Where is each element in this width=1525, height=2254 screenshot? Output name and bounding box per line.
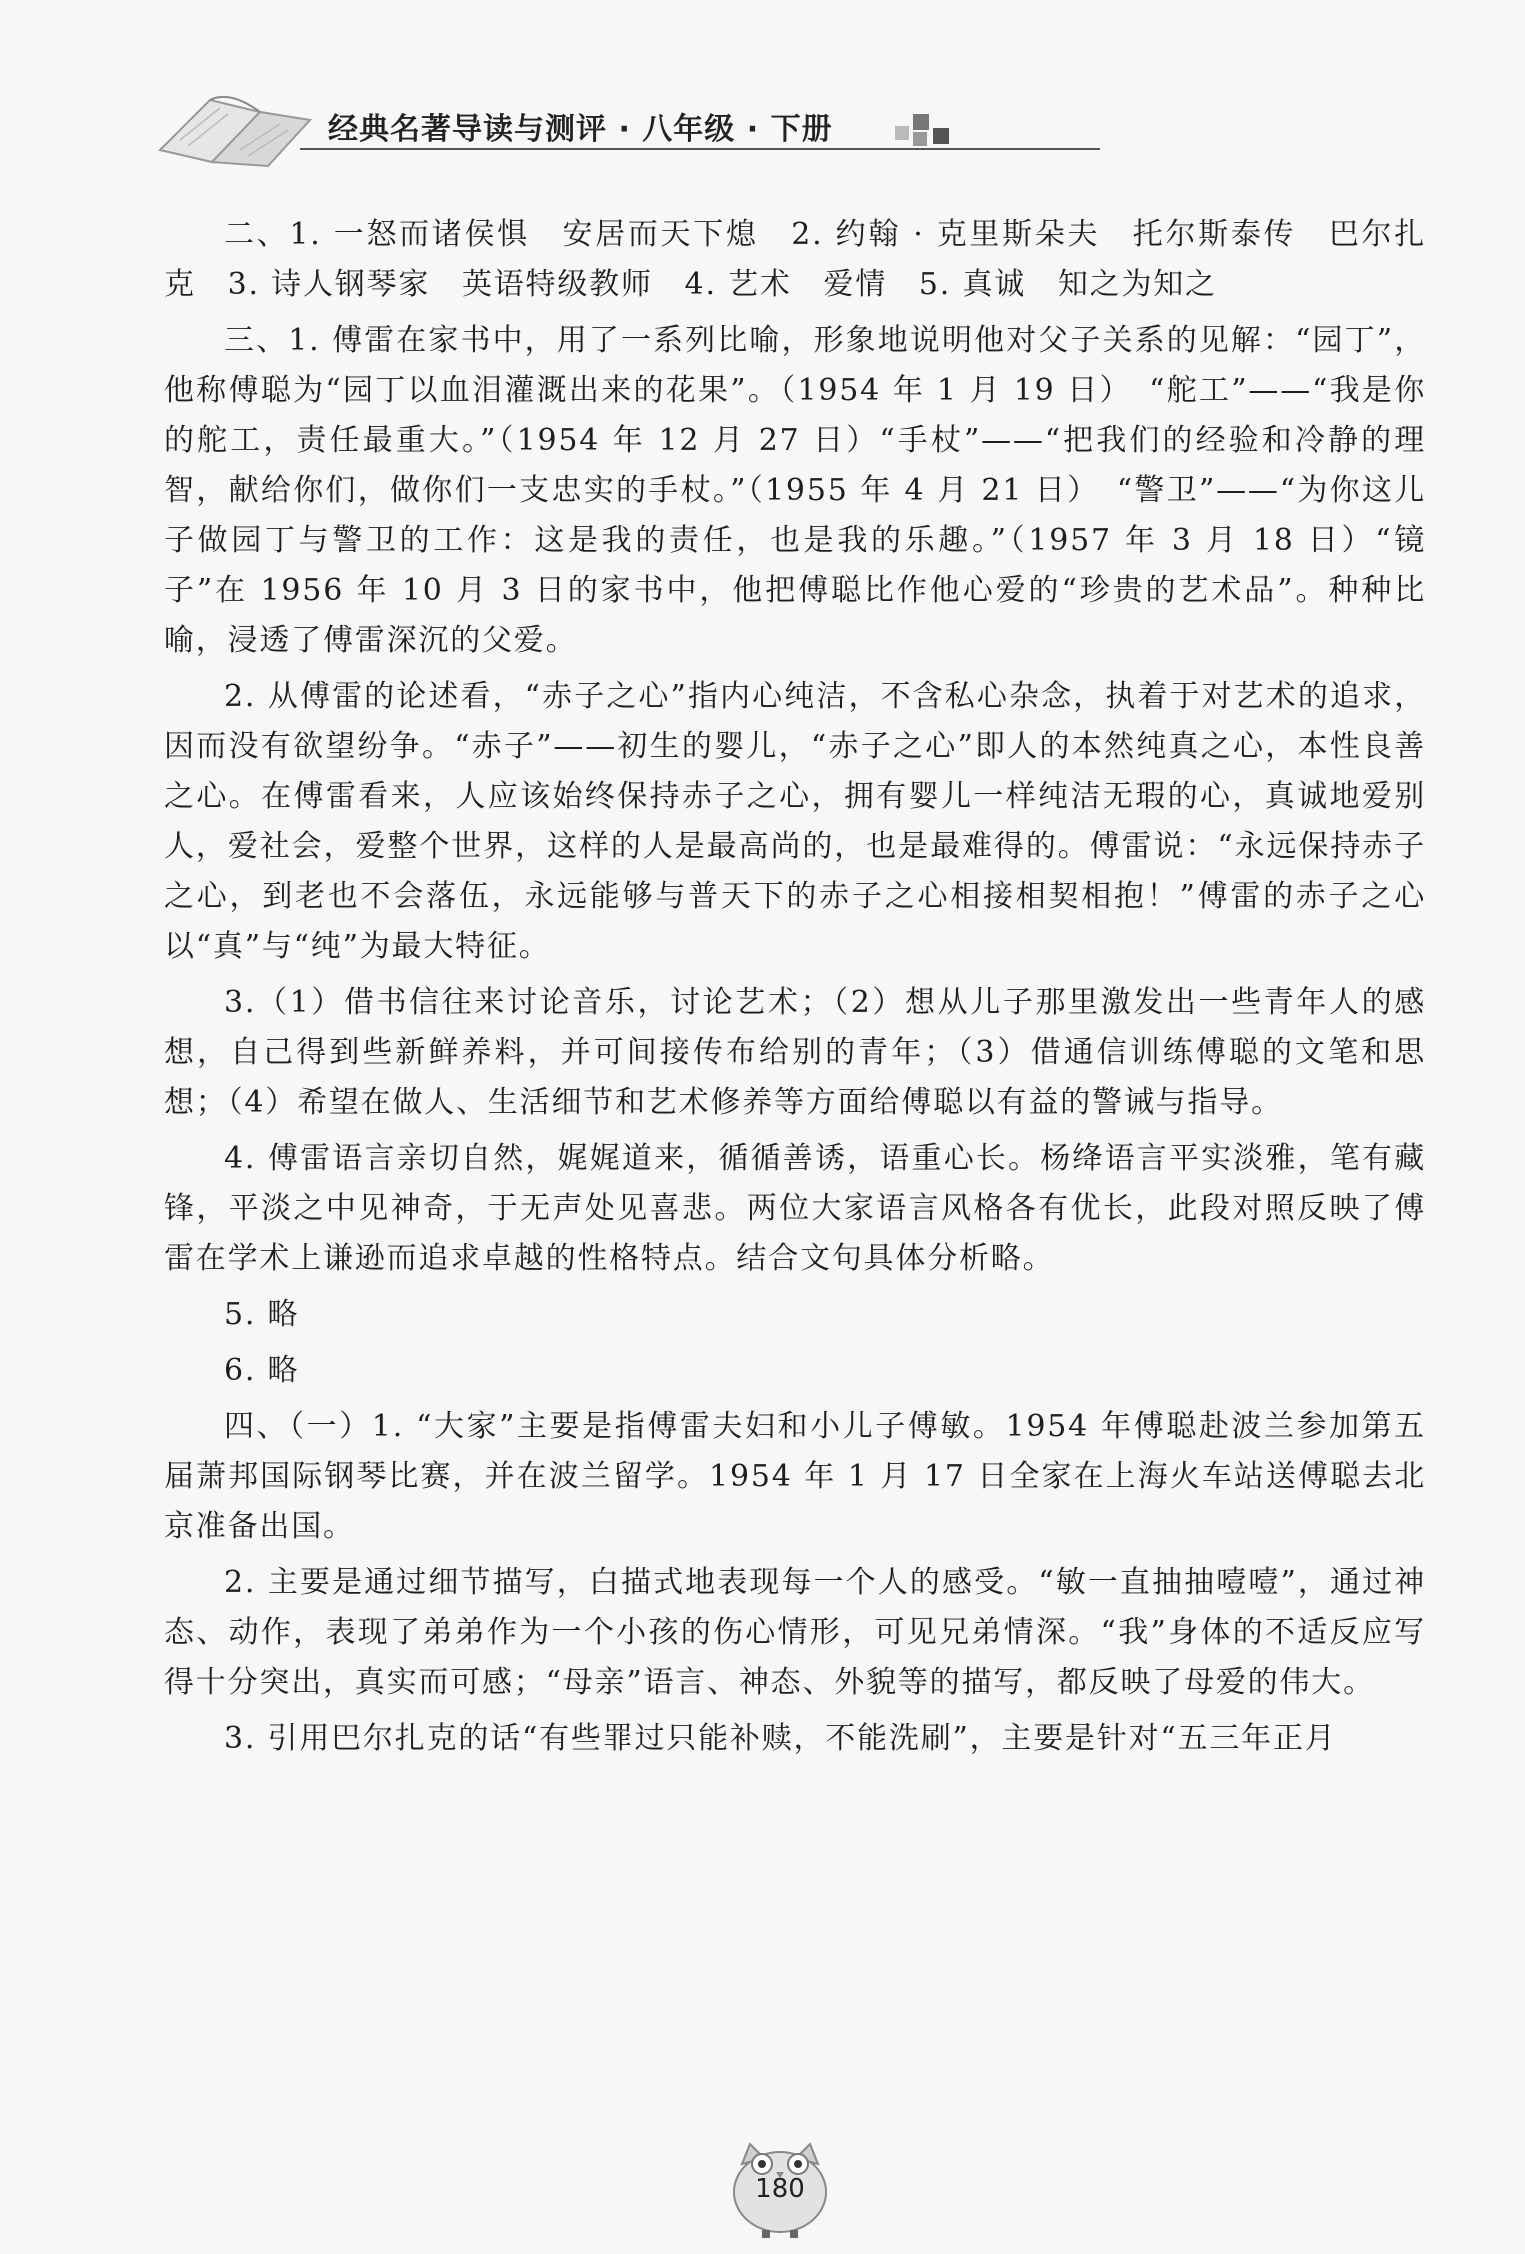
paragraph: 4. 傅雷语言亲切自然，娓娓道来，循循善诱，语重心长。杨绛语言平实淡雅，笔有藏锋，平淡之中见神奇，于无声处见喜悲。两位大家语言风格各有优长，此段对照反映了傅雷在学术上谦逊而追求卓越的性格特点。结合文句具体分析略。 (164, 1141, 1426, 1276)
page-footer (720, 2130, 840, 2240)
paragraph: 5. 略 (224, 1297, 300, 1332)
page-header (150, 80, 970, 170)
open-book-icon (150, 80, 320, 170)
paragraph: 2. 主要是通过细节描写，白描式地表现每一个人的感受。“敏一直抽抽噎噎”，通过神态、动作，表现了弟弟作为一个小孩的伤心情形，可见兄弟情深。“我”身体的不适反应写得十分突出，真实而可感；“母亲”语言、神态、外貌等的描写，都反映了母爱的伟大。 (164, 1565, 1426, 1700)
paragraph: 6. 略 (224, 1353, 300, 1388)
header-divider (300, 148, 1100, 150)
paragraph: 3. 引用巴尔扎克的话“有些罪过只能补赎，不能洗刷”，主要是针对“五三年正月 (224, 1721, 1337, 1756)
paragraph: 2. 从傅雷的论述看，“赤子之心”指内心纯洁，不含私心杂念，执着于对艺术的追求，因而没有欲望纷争。“赤子”——初生的婴儿，“赤子之心”即人的本然纯真之心，本性良善之心。在傅雷看来，人应该始终保持赤子之心，拥有婴儿一样纯洁无瑕的心，真诚地爱别人，爱社会，爱整个世界，这样的人是最高尚的，也是最难得的。傅雷说：“永远保持赤子之心，到老也不会落伍，永远能够与普天下的赤子之心相接相契相抱！”傅雷的赤子之心以“真”与“纯”为最大特征。 (164, 679, 1426, 964)
paragraph: 四、（一）1. “大家”主要是指傅雷夫妇和小儿子傅敏。1954 年傅聪赴波兰参加第五届萧邦国际钢琴比赛，并在波兰留学。1954 年 1 月 17 日全家在上海火车站送傅聪去北京准备出国。 (164, 1409, 1426, 1544)
answer-content (164, 210, 1426, 1770)
book-title: 经典名著导读与测评 · 八年级 · 下册 (328, 112, 833, 147)
paragraph: 三、1. 傅雷在家书中，用了一系列比喻，形象地说明他对父子关系的见解：“园丁”，他称傅聪为“园丁以血泪灌溉出来的花果”。（1954 年 1 月 19 日） “舵工”——“我是你的舵工，责任最重大。”（1954 年 12 月 27 日）“手杖”——“把我们的经验和冷静的理智，献给你们，做你们一支忠实的手杖。”（1955 年 4 月 21 日） “警卫”——“为你这儿子做园丁与警卫的工作：这是我的责任，也是我的乐趣。”（1957 年 3 月 18 日）“镜子”在 1956 年 10 月 3 日的家书中，他把傅聪比作他心爱的“珍贵的艺术品”。种种比喻，浸透了傅雷深沉的父爱。 (164, 323, 1426, 658)
paragraph: 3.（1）借书信往来讨论音乐，讨论艺术；（2）想从儿子那里激发出一些青年人的感想，自己得到些新鲜养料，并可间接传布给别的青年；（3）借通信训练傅聪的文笔和思想；（4）希望在做人、生活细节和艺术修养等方面给傅聪以有益的警诫与指导。 (164, 985, 1426, 1120)
page-number: 180 (755, 2174, 805, 2204)
paragraph: 二、1. 一怒而诸侯惧 安居而天下熄 2. 约翰 · 克里斯朵夫 托尔斯泰传 巴尔扎克 3. 诗人钢琴家 英语特级教师 4. 艺术 爱情 5. 真诚 知之为知之 (164, 217, 1426, 302)
